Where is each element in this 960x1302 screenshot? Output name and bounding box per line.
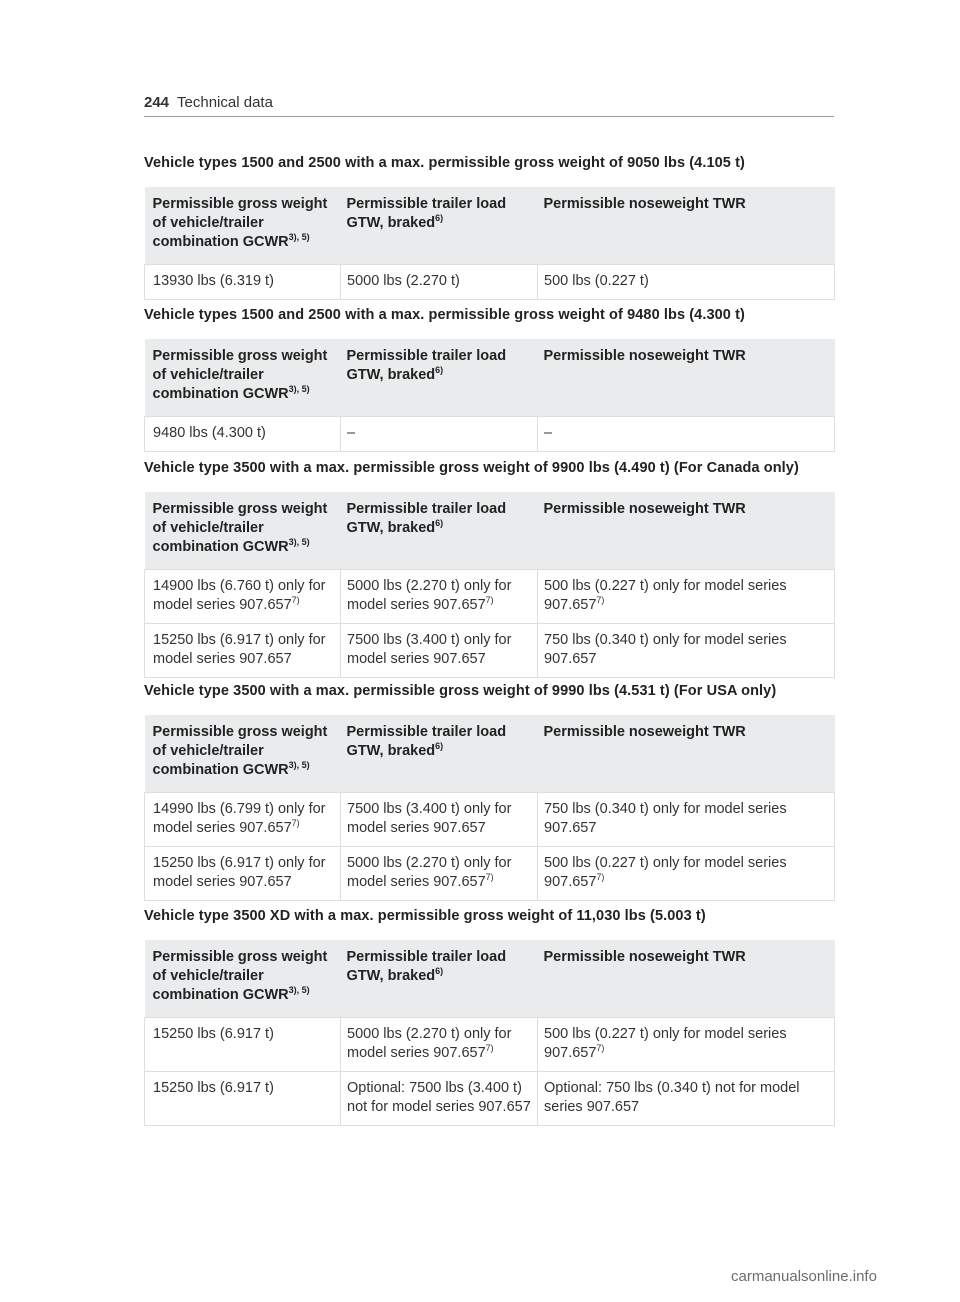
header-gcwr-text: Permissible gross weight of vehicle/trailer combination GCWR bbox=[152, 949, 328, 1003]
cell-c1 bbox=[145, 570, 341, 624]
footnote-ref: 6) bbox=[435, 741, 444, 751]
header-gcwr bbox=[145, 339, 341, 417]
cell-c1 bbox=[145, 417, 341, 452]
header-twr-text: Permissible noseweight TWR bbox=[543, 724, 746, 740]
header-gcwr-text: Permissible gross weight of vehicle/trailer combination GCWR bbox=[152, 724, 328, 778]
header-twr-text: Permissible noseweight TWR bbox=[543, 196, 746, 212]
footnote-ref: 3), 5) bbox=[288, 232, 310, 242]
cell-c3-text: – bbox=[544, 425, 553, 441]
header-gtw bbox=[341, 187, 538, 265]
cell-c2-text: 7500 lbs (3.400 t) only for model series 907.657 bbox=[347, 632, 512, 667]
header-gtw bbox=[341, 492, 538, 570]
cell-c1-text: 15250 lbs (6.917 t) bbox=[153, 1026, 274, 1042]
header-row bbox=[145, 715, 835, 793]
header-gcwr bbox=[145, 715, 341, 793]
weights-table bbox=[144, 339, 835, 452]
header-twr-text: Permissible noseweight TWR bbox=[543, 949, 746, 965]
weights-table bbox=[144, 187, 835, 300]
cell-c1-text: 9480 lbs (4.300 t) bbox=[153, 425, 266, 441]
section-3 bbox=[144, 460, 834, 678]
header-gtw bbox=[341, 339, 538, 417]
header-twr bbox=[538, 492, 835, 570]
header-gtw-text: Permissible trailer load GTW, braked bbox=[346, 949, 507, 984]
cell-c3-text: 500 lbs (0.227 t) only for model series 907.657 bbox=[544, 578, 787, 613]
weights-table bbox=[144, 492, 835, 678]
weights-table bbox=[144, 940, 835, 1126]
section-5 bbox=[144, 908, 834, 1126]
weights-table bbox=[144, 715, 835, 901]
cell-c2 bbox=[341, 417, 538, 452]
footnote-ref: 3), 5) bbox=[288, 760, 310, 770]
header-gcwr-text: Permissible gross weight of vehicle/trailer combination GCWR bbox=[152, 348, 328, 402]
header-gcwr-text: Permissible gross weight of vehicle/trailer combination GCWR bbox=[152, 501, 328, 555]
cell-c2-text: 5000 lbs (2.270 t) only for model series 907.657 bbox=[347, 578, 512, 613]
cell-c2 bbox=[341, 793, 538, 847]
footnote-ref: 6) bbox=[435, 365, 444, 375]
cell-c1 bbox=[145, 1018, 341, 1072]
header-row bbox=[145, 339, 835, 417]
header-row bbox=[145, 187, 835, 265]
section-title: Vehicle type 3500 with a max. permissible gross weight of 9900 lbs (4.490 t) (For Canada only) bbox=[144, 460, 799, 476]
footnote-ref: 6) bbox=[435, 213, 444, 223]
cell-c3-text: Optional: 750 lbs (0.340 t) not for model series 907.657 bbox=[544, 1080, 800, 1115]
section-2 bbox=[144, 307, 834, 452]
cell-c3-text: 500 lbs (0.227 t) bbox=[544, 273, 649, 289]
header-gtw bbox=[341, 715, 538, 793]
cell-c3 bbox=[538, 417, 835, 452]
header-gtw-text: Permissible trailer load GTW, braked bbox=[346, 348, 507, 383]
footnote-ref: 3), 5) bbox=[288, 537, 310, 547]
table-row bbox=[145, 265, 835, 300]
section-4 bbox=[144, 683, 834, 901]
cell-c3-text: 500 lbs (0.227 t) only for model series 907.657 bbox=[544, 1026, 787, 1061]
header-twr bbox=[538, 187, 835, 265]
header-twr bbox=[538, 715, 835, 793]
cell-c2-text: 5000 lbs (2.270 t) only for model series 907.657 bbox=[347, 1026, 512, 1061]
cell-c1 bbox=[145, 793, 341, 847]
section-title: Vehicle types 1500 and 2500 with a max. permissible gross weight of 9050 lbs (4.105 t) bbox=[144, 155, 745, 171]
header-twr bbox=[538, 339, 835, 417]
header-gcwr bbox=[145, 187, 341, 265]
cell-c1-text: 15250 lbs (6.917 t) bbox=[153, 1080, 274, 1096]
cell-c3 bbox=[538, 1018, 835, 1072]
footnote-ref: 3), 5) bbox=[288, 384, 310, 394]
header-gtw-text: Permissible trailer load GTW, braked bbox=[346, 196, 507, 231]
cell-c3 bbox=[538, 265, 835, 300]
header-row bbox=[145, 492, 835, 570]
section-title: Vehicle type 3500 with a max. permissible gross weight of 9990 lbs (4.531 t) (For USA only) bbox=[144, 683, 777, 699]
table-row bbox=[145, 624, 835, 678]
footnote-ref: 7) bbox=[485, 1043, 494, 1053]
cell-c2 bbox=[341, 265, 538, 300]
footnote-ref: 7) bbox=[596, 872, 605, 882]
cell-c2-text: Optional: 7500 lbs (3.400 t) not for model series 907.657 bbox=[347, 1080, 531, 1115]
footnote-ref: 6) bbox=[435, 518, 444, 528]
cell-c3-text: 750 lbs (0.340 t) only for model series 907.657 bbox=[544, 801, 787, 836]
cell-c1-text: 15250 lbs (6.917 t) only for model series 907.657 bbox=[153, 632, 326, 667]
header-gcwr bbox=[145, 492, 341, 570]
table-row bbox=[145, 570, 835, 624]
cell-c1-text: 15250 lbs (6.917 t) only for model series 907.657 bbox=[153, 855, 326, 890]
table-row bbox=[145, 847, 835, 901]
header-row bbox=[145, 940, 835, 1018]
cell-c2 bbox=[341, 1072, 538, 1126]
page-number: 244 bbox=[144, 94, 170, 111]
cell-c1 bbox=[145, 624, 341, 678]
section-1 bbox=[144, 155, 834, 300]
header-twr-text: Permissible noseweight TWR bbox=[543, 501, 746, 517]
cell-c3 bbox=[538, 793, 835, 847]
page-header bbox=[144, 94, 834, 117]
cell-c1-text: 13930 lbs (6.319 t) bbox=[153, 273, 274, 289]
watermark: carmanualsonline.info bbox=[731, 1268, 877, 1285]
section-title: Vehicle type 3500 XD with a max. permissible gross weight of 11,030 lbs (5.003 t) bbox=[144, 908, 706, 924]
footnote-ref: 7) bbox=[596, 1043, 605, 1053]
table-row bbox=[145, 417, 835, 452]
cell-c1-text: 14900 lbs (6.760 t) only for model series 907.657 bbox=[153, 578, 326, 613]
header-gtw bbox=[341, 940, 538, 1018]
cell-c2-text: – bbox=[347, 425, 356, 441]
cell-c2 bbox=[341, 1018, 538, 1072]
cell-c3-text: 750 lbs (0.340 t) only for model series 907.657 bbox=[544, 632, 787, 667]
footnote-ref: 7) bbox=[596, 595, 605, 605]
cell-c2 bbox=[341, 570, 538, 624]
footnote-ref: 6) bbox=[435, 966, 444, 976]
table-row bbox=[145, 1072, 835, 1126]
header-twr-text: Permissible noseweight TWR bbox=[543, 348, 746, 364]
cell-c1 bbox=[145, 265, 341, 300]
cell-c2-text: 5000 lbs (2.270 t) bbox=[347, 273, 460, 289]
footnote-ref: 7) bbox=[485, 872, 494, 882]
cell-c2-text: 7500 lbs (3.400 t) only for model series 907.657 bbox=[347, 801, 512, 836]
cell-c2-text: 5000 lbs (2.270 t) only for model series 907.657 bbox=[347, 855, 512, 890]
cell-c3 bbox=[538, 1072, 835, 1126]
footnote-ref: 3), 5) bbox=[288, 985, 310, 995]
cell-c3 bbox=[538, 847, 835, 901]
header-gcwr-text: Permissible gross weight of vehicle/trailer combination GCWR bbox=[152, 196, 328, 250]
footnote-ref: 7) bbox=[485, 595, 494, 605]
cell-c1 bbox=[145, 1072, 341, 1126]
header-gtw-text: Permissible trailer load GTW, braked bbox=[346, 724, 507, 759]
cell-c3 bbox=[538, 624, 835, 678]
footnote-ref: 7) bbox=[291, 595, 300, 605]
header-gcwr bbox=[145, 940, 341, 1018]
cell-c3-text: 500 lbs (0.227 t) only for model series 907.657 bbox=[544, 855, 787, 890]
cell-c2 bbox=[341, 847, 538, 901]
cell-c1 bbox=[145, 847, 341, 901]
section-title: Vehicle types 1500 and 2500 with a max. permissible gross weight of 9480 lbs (4.300 t) bbox=[144, 307, 745, 323]
running-title: Technical data bbox=[177, 94, 273, 111]
cell-c2 bbox=[341, 624, 538, 678]
footnote-ref: 7) bbox=[291, 818, 300, 828]
table-row bbox=[145, 793, 835, 847]
header-gtw-text: Permissible trailer load GTW, braked bbox=[346, 501, 507, 536]
cell-c3 bbox=[538, 570, 835, 624]
header-twr bbox=[538, 940, 835, 1018]
table-row bbox=[145, 1018, 835, 1072]
cell-c1-text: 14990 lbs (6.799 t) only for model series 907.657 bbox=[153, 801, 326, 836]
